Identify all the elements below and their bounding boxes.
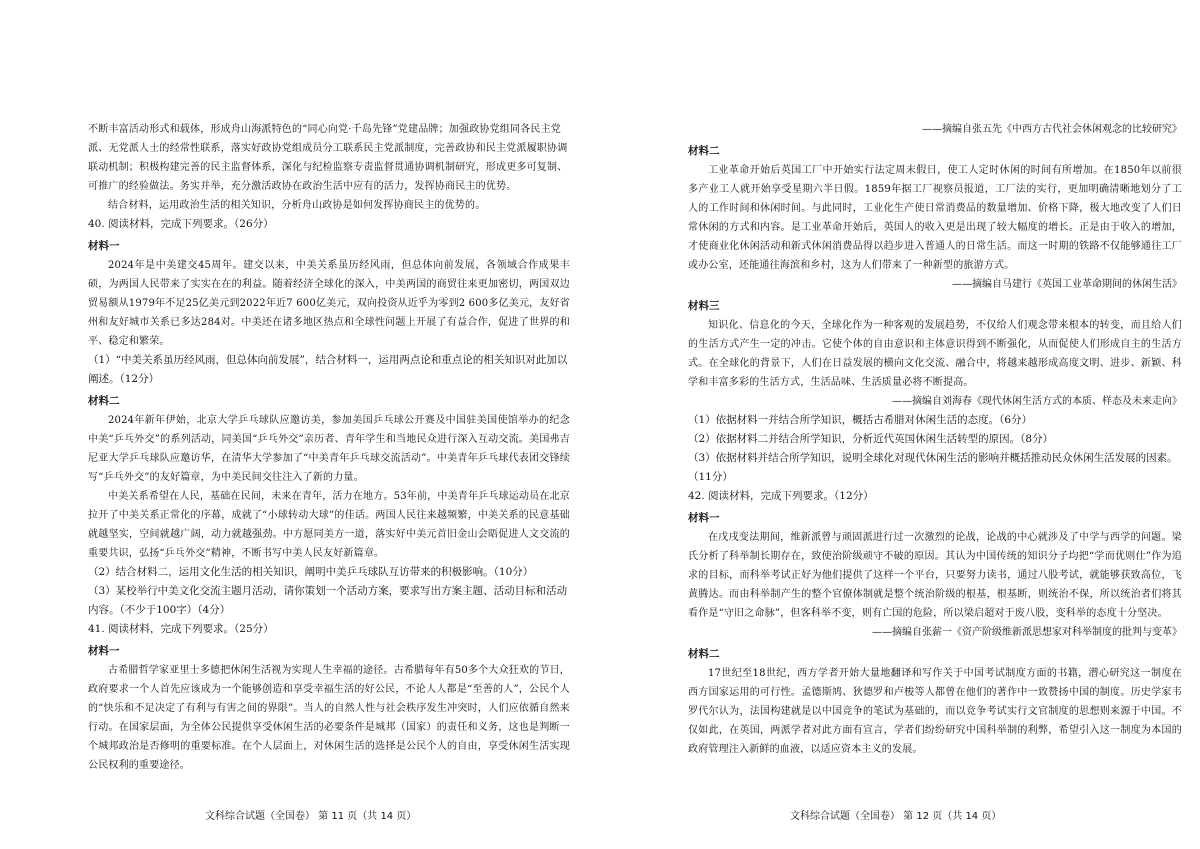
q40-subquestion-1: （1）“中美关系虽历经风雨，但总体向前发展”，结合材料一，运用两点论和重点论的相关知识对此加以阐述。（12分） — [88, 354, 568, 385]
question-42-heading: 42. 阅读材料，完成下列要求。（12分） — [688, 490, 874, 502]
left-column — [88, 120, 570, 775]
q42-material-2-text: 17世纪至18世纪，西方学者开始大量地翻译和写作关于中国考试制度方面的书籍，潜心研究这一制度在西方国家运用的可行性。孟德斯鸠、狄德罗和卢梭等人都曾在他们的著作中一致赞扬中国的制度。历史学家韦罗代尔认为，法国构建就是以中国竞争的笔试为基础的，而以竞争考试实行文官制度的思想则来源于中国。不仅如此，在英国，两派学者对此方面有宣言，学者们纷纷研究中国科举制的利弊，希望引入这一制度为本国的政府管理注入新鲜的血液，以适应资本主义的发展。 — [688, 668, 1182, 755]
page-footer-right: 文科综合试题（全国卷） 第 12 页（共 14 页） — [790, 811, 1002, 822]
q42-material-1-text: 在戊戌变法期间，维新派曾与顽固派进行过一次激烈的论战，论战的中心就涉及了中学与西学的问题。梁氏分析了科举制长期存在，致使治阶级顽守不破的原因。其认为中国传统的知识分子均把“学而优则仕”作为追求的目标，而科举考试正好为他们提供了这样一个平台，只要努力读书，通过八股考试，就能够获致高位，飞黄腾达。而由科举制产生的整个官僚体制就是整个统治阶级的根基，根基断，则统治不保，所以统治者们将其看作是“守旧之命脉”，但客科举不变，则有亡国的危险，所以梁启超对于废八股，变科举的态度十分坚决。 — [688, 532, 1182, 619]
intro-question: 结合材料，运用政治生活的相关知识，分析舟山政协是如何发挥协商民主的优势的。 — [108, 200, 486, 211]
intro-paragraph: 不断丰富活动形式和载体，形成舟山海派特色的“同心向党·千岛先锋”党建品牌；加强政协党组同各民主党派、无党派人士的经常性联系，落实好政协党组成员分工联系民主党派制度，完善政协和民主党派履职协调联动机制；积极构建完善的民主监督体系，深化与纪检监察专责监督贯通协调机制研究，形成更多可复制、可推广的经验做法。务实并举，充分激活政协在政治生活中应有的活力，发挥协商民主的优势。 — [88, 124, 568, 192]
q40-subquestion-3: （3）某校举行中美文化交流主题月活动，请你策划一个活动方案，要求写出方案主题、活动目标和活动内容。（不少于100字）（4分） — [88, 585, 568, 616]
q40-subquestion-2: （2）结合材料二，运用文化生活的相关知识，阐明中美乒乓球队互访带来的积极影响。（10分） — [88, 566, 534, 578]
right-column — [688, 120, 1182, 759]
q40-material-2-label: 材料二 — [88, 395, 120, 407]
q42-material-1-label: 材料一 — [688, 512, 720, 524]
q40-material-2-text-1: 2024年新年伊始，北京大学乒乓球队应邀访美，参加美国乒乓球公开赛及中国驻美国使馆举办的纪念中美“乒乓外交”的系列活动，同美国“乒乓外交”亲历者、青年学生和当地民众进行深入互动交流。美国弗吉尼亚大学乒乓球队应邀访华，在清华大学参加了“中美青年乒乓球交流活动”。中美青年乒乓球代表团交锋续写“乒乓外交”的友好篇章，为中美民间交往注入了新的力量。 — [88, 415, 570, 483]
right-page — [600, 0, 1200, 849]
q41-material-1-text: 古希腊哲学家亚里士多德把休闲生活视为实现人生幸福的途径。古希腊每年有50多个大众狂欢的节日，政府要求一个人首先应该成为一个能够创造和享受幸福生活的好公民，不论人人都是“至善的人”，公民个人的“快乐和不足决定了有利与有害之间的界限”。当人的自然人性与社会秩序发生冲突时，人们应依循自然来行动。在国家层面，为全体公民提供享受休闲生活的必要条件是城邦（国家）的责任和义务，这也是判断一个城邦政治是否修明的重要标准。在个人层面上，对休闲生活的选择是公民个人的自由，享受休闲生活实现公民权利的重要途径。 — [88, 665, 570, 771]
source-citation-3: ——摘编自刘海春《现代休闲生活方式的本质、样态及未来走向》 — [892, 396, 1182, 407]
q40-material-2-text-2: 中美关系希望在人民，基础在民间，未来在青年，活力在地方。53年前，中美青年乒乓球运动员在北京拉开了中美关系正常化的序幕，成就了“小球转动大球”的佳话。两国人民往来越频繁，中美关系的民意基础就越坚实，空间就越广阔，动力就越强劲。中方愿同美方一道，落实好中美元首旧金山会晤促进人文交流的重要共识，弘扬“乒乓外交”精神，不断书写中美人民友好新篇章。 — [88, 491, 570, 559]
question-41-heading: 41. 阅读材料，完成下列要求。（25分） — [88, 623, 274, 635]
source-citation-2: ——摘编自马建行《英国工业革命期间的休闲生活》 — [952, 279, 1182, 290]
q40-material-1-label: 材料一 — [88, 240, 120, 252]
source-citation-4: ——摘编自张薪一《资产阶级维新派思想家对科举制度的批判与变革》 — [872, 627, 1182, 638]
q41-material-1-label: 材料一 — [88, 645, 120, 657]
source-citation-1: ——摘编自张五先《中西方古代社会休闲观念的比较研究》 — [922, 124, 1182, 135]
q41-material-2-label: 材料二 — [688, 145, 720, 157]
q41-material-3-label: 材料三 — [688, 300, 720, 312]
q41-subquestion-2: （2）依据材料二并结合所学知识，分析近代英国休闲生活转型的原因。（8分） — [688, 433, 1054, 445]
question-40-heading: 40. 阅读材料，完成下列要求。（26分） — [88, 218, 274, 230]
q42-material-2-label: 材料二 — [688, 648, 720, 660]
q41-subquestion-3: （3）依据材料并结合所学知识，说明全球化对现代休闲生活的影响并概括推动民众休闲生活发展的因素。（11分） — [688, 452, 1178, 483]
q41-subquestion-1: （1）依据材料一并结合所学知识，概括古希腊对休闲生活的态度。（6分） — [688, 414, 1033, 426]
q40-material-1-text: 2024年是中美建交45周年。建交以来，中美关系虽历经风雨，但总体向前发展，各领域合作成果丰硕，为两国人民带来了实实在在的利益。随着经济全球化的深入，中美两国的商贸往来更加密切，两国双边贸易额从1979年不足25亿美元到2022年近7 600亿美元，双向投资从近乎为零到2 600多亿美元，友好省州和友好城市关系已多达284对。中美还在诸多地区热点和全球性问题上开展了有益合作，促进了世界的和平、稳定和繁荣。 — [88, 260, 570, 347]
page-footer-left: 文科综合试题（全国卷） 第 11 页（共 14 页） — [205, 811, 417, 822]
q41-material-3-text: 知识化、信息化的今天，全球化作为一种客观的发展趋势，不仅给人们观念带来根本的转变，而且给人们的生活方式产生一定的冲击。它使个体的自由意识和主体意识得到不断强化，从而促使人们形成自主的生活方式。在全球化的背景下，人们在日益发展的横向文化交流、融合中，将越来越形成高度文明、进步、新颖、科学和丰富多彩的生活方式，生活品味、生活质量必将不断提高。 — [688, 320, 1182, 388]
q41-material-2-text: 工业革命开始后英国工厂中开始实行法定周末假日，使工人定时休闲的时间有所增加。在1850年以前很多产业工人就开始享受星期六半日假。1859年据工厂视察员报道，工厂法的实行，更加明确清晰地划分了工人的工作时间和休闲时间。与此同时，工业化生产使日常消费品的数量增加、价格下降，极大地改变了人们日常休闲的方式和内容。是工业革命开始后，英国人的收入更是出现了较大幅度的增长。正是由于收入的增加，才使商业化休闲活动和新式休闲消费品得以趋步进入普通人的日常生活。而这一时期的铁路不仅能够通往工厂或办公室，还能通往海滨和乡村，这为人们带来了一种新型的旅游方式。 — [688, 165, 1182, 271]
